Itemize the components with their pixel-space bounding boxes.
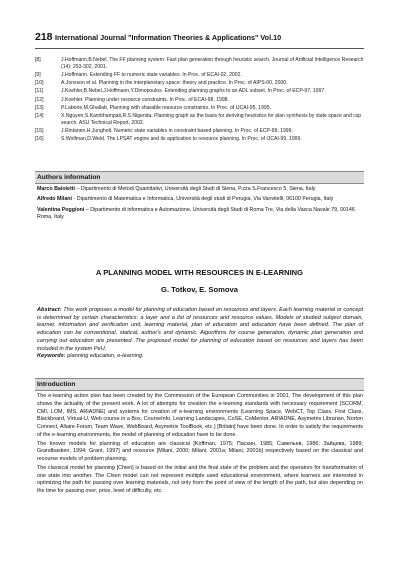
authors-list bbox=[37, 186, 363, 225]
running-header bbox=[35, 31, 365, 45]
reference-number: [10] bbox=[35, 80, 44, 87]
reference-item bbox=[35, 72, 364, 79]
journal-title: International Journal "Information Theories & Applications" Vol.10 bbox=[55, 33, 282, 42]
reference-text: J.Koehler. Planning under resource constraints. In Proc. of ECAI-98, 1998. bbox=[61, 96, 229, 103]
abstract-text: This work proposes a model for planning of education based on resources and layers. Each learning material or concept is determined by certain characteristics: a layer and a list of resources and resource values. Models of studied subject domain, learner, information and verification unit, learning material, plan of education and education have been defined. The plan of education can be conventional, statical, author's and dynamic. Algorithms for course generation, dynamic plan generation and carrying out education are presented. The proposed model for planning of education based on resources and layers has been included in the system PeU. bbox=[37, 307, 363, 352]
author-entry bbox=[37, 186, 363, 194]
keywords-text: planning education, e-learning. bbox=[65, 353, 144, 360]
reference-item bbox=[35, 97, 364, 104]
authors-heading: Authors information bbox=[37, 173, 101, 181]
introduction-body bbox=[37, 393, 363, 497]
reference-number: [8] bbox=[35, 57, 41, 63]
abstract-label: Abstract: bbox=[37, 307, 62, 313]
author-name: Marco Baioletti bbox=[37, 186, 75, 192]
reference-text: X.Nguyen,S.Kambhampati,R.S.Nigenda. Planning graph as the basis for deriving heuristics for plan synthesis by state space and csp search. ASU Technical Report, 2002. bbox=[61, 113, 362, 126]
authors-heading-band bbox=[35, 171, 364, 184]
reference-item bbox=[35, 88, 364, 95]
reference-text: S.Wolfman,D.Weld. The LPSAT engine and its application to resource planning. In Proc. of IJCAI-99, 1999. bbox=[61, 136, 302, 143]
paragraph: The classical model for planning [Chien] is based on the initial and the final state of the problem and the operators for transformation of one state into another. The Chien model can not represent multiple used educational environment, where learners are interested in optimizing the path for passing over learning materials, not only from the point of view of the length of the path, but also depending on the time for passing over, price, level of difficulty, etc. bbox=[37, 464, 363, 494]
reference-list bbox=[35, 57, 364, 145]
paragraph: The known models for planning of education are classical [Koffman, 1975; Пасхин, 1985; Савельев, 1986; Зайцева, 1989; Grandbastien, 1994; Grant, 1997] and resource [Milani, 2000; Milani, 2001a; Milani, 2001b] respectively based on the classical and recourse models of problem planning. bbox=[37, 440, 363, 462]
reference-number: [16] bbox=[35, 136, 44, 143]
paragraph: The e-learning action plan has been created by the Commission of the European Communities in 2001. The development of this plan shows the actuality of the present work. A lot of attempts for creation the e-learning standards with necessary requirement (SCORM, CMI, LOM, IMS, ARIADNE) and systems for creation of e-learning environments (Learning Space, WebCT, Top Class, First Class, Blackboard, Virtual-U, Web course in a Box, CourseInfo, Learning Landscapes, CoSE, CoMentor, ARIADNE, Asymetrix Librarian, Norton Connect, Allaire Forum, Team Wave, WebBoard, Asymetrix ToolBook, etc.) [Britain] have been done. In order to satisfy the requirements of the e-learning environments, the model of planning of education have to be done. bbox=[37, 393, 363, 438]
reference-number: [15] bbox=[35, 128, 44, 135]
author-name: Valentina Poggioni bbox=[37, 206, 85, 213]
introduction-heading-band bbox=[35, 378, 364, 391]
author-entry bbox=[37, 196, 363, 204]
author-entry bbox=[37, 207, 363, 223]
keywords-label: Keywords: bbox=[37, 353, 66, 360]
reference-text: P.Laborie,M.Ghallab. Planning with sharable resource constraints. In Proc. of IJCAI-95, 1995. bbox=[61, 105, 271, 111]
author-affiliation: – Dipartimento di informatica e Automazione, Università degli Studi di Roma Tre, Via della Vasca Navale 79, 00146 Roma, Italy bbox=[37, 206, 355, 221]
reference-item bbox=[35, 105, 364, 112]
reference-number: [14] bbox=[35, 113, 44, 120]
paper-title: A PLANNING MODEL WITH RESOURCES IN E-LEARNING bbox=[95, 268, 304, 277]
reference-number: [13] bbox=[35, 105, 44, 111]
abstract bbox=[37, 307, 363, 361]
introduction-heading: Introduction bbox=[37, 380, 76, 388]
author-affiliation: – Dipartimento di Metodi Quantitativi, Università degli Studi di Siena, P.zza S.Francesco 5, Siena, Italy bbox=[74, 186, 316, 192]
reference-number: [11] bbox=[35, 88, 44, 95]
reference-item bbox=[35, 113, 364, 126]
reference-number: [9] bbox=[35, 71, 41, 78]
reference-item bbox=[35, 128, 364, 135]
page-number: 218 bbox=[35, 31, 53, 43]
reference-item bbox=[35, 57, 364, 70]
reference-text: A.Jonsson et al. Planning in the interplanetary space: theory and practice. In Proc. of AIPS-00, 2000. bbox=[61, 80, 288, 87]
reference-item bbox=[35, 80, 364, 87]
paper-authors: G. Totkov, E. Somova bbox=[161, 285, 238, 294]
author-name: Alfredo Milani bbox=[37, 196, 73, 203]
reference-number: [12] bbox=[35, 96, 44, 103]
reference-text: J.Hoffmann,B.Nebel. The FF planning system: Fast plan generation through heuristic search. Journal of Artificial Intelligence Research (14): 253-302, 2001. bbox=[61, 57, 364, 70]
reference-text: J.Hoffmann. Extending FF to numeric state variables. In Proc. of ECAI-02, 2002. bbox=[61, 71, 242, 78]
author-affiliation: - Dipartimento di Matematica e Informatica, Università degli studi di Perugia, Via Vanvitelli, 06100 Perugia, Italy bbox=[72, 196, 334, 203]
reference-text: J.Koehler,B.Nebel,J.Hoffmann,Y.Dimopoulos. Extending planning graphs to an ADL subset. In Proc. of ECP-97, 1997. bbox=[61, 88, 326, 95]
header-rule bbox=[35, 48, 364, 49]
reference-text: J.Rintanen,H.Jungholt. Numeric state variables in constraint based planning. In Proc. of ECP-99, 1999. bbox=[61, 128, 293, 135]
reference-item bbox=[35, 136, 364, 143]
